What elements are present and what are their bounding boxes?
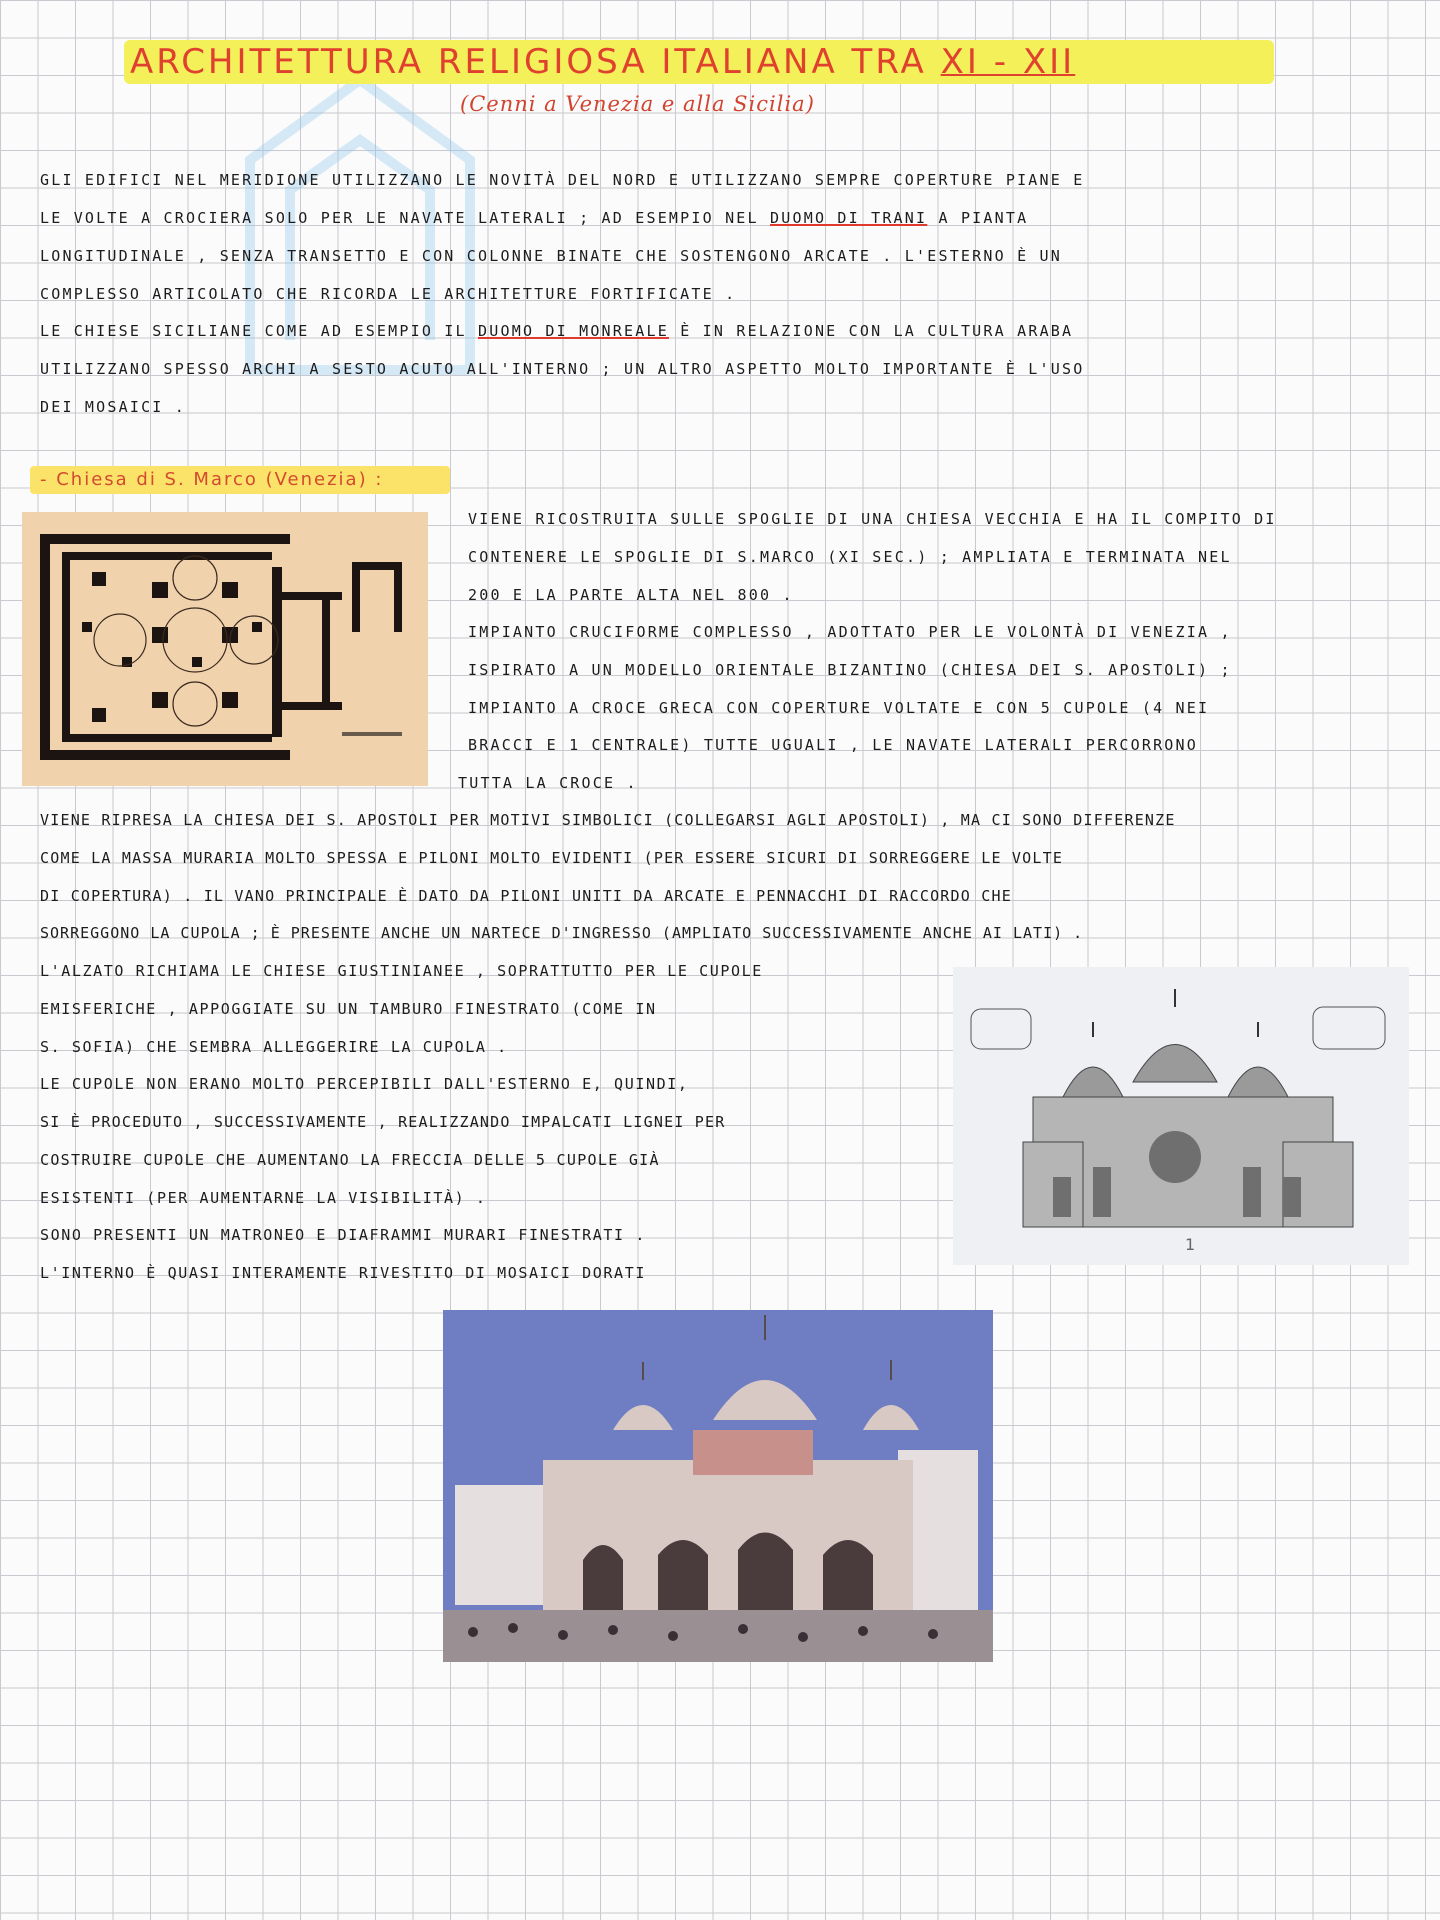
left-line-4: LE CUPOLE NON ERANO MOLTO PERCEPIBILI DALL'ESTERNO E, QUINDI, bbox=[40, 1075, 689, 1093]
full-line-2: COME LA MASSA MURARIA MOLTO SPESSA E PILONI MOLTO EVIDENTI (PER ESSERE SICURI DI SORREGGERE LE VOLTE bbox=[40, 849, 1064, 867]
monreale-after: È IN RELAZIONE CON LA CULTURA ARABA bbox=[680, 322, 1074, 340]
left-line-3: S. SOFIA) CHE SEMBRA ALLEGGERIRE LA CUPOLA . bbox=[40, 1038, 508, 1056]
right-line-5: ISPIRATO A UN MODELLO ORIENTALE BIZANTINO (CHIESA DEI S. APOSTOLI) ; bbox=[468, 661, 1232, 679]
floor-plan-image bbox=[22, 512, 428, 786]
intro-line-1: GLI EDIFICI NEL MERIDIONE UTILIZZANO LE NOVITÀ DEL NORD E UTILIZZANO SEMPRE COPERTURE PIANE E bbox=[40, 171, 1085, 189]
monreale-link: DUOMO DI MONREALE bbox=[478, 322, 669, 340]
basilica-facade-photo bbox=[443, 1310, 993, 1662]
intro-line-6: UTILIZZANO SPESSO ARCHI A SESTO ACUTO ALL'INTERNO ; UN ALTRO ASPETTO MOLTO IMPORTANTE È L'USO bbox=[40, 360, 1085, 378]
left-line-9: L'INTERNO È QUASI INTERAMENTE RIVESTITO DI MOSAICI DORATI bbox=[40, 1264, 646, 1282]
intro-line-5 bbox=[40, 321, 1073, 341]
intro-line-7: DEI MOSAICI . bbox=[40, 398, 186, 416]
left-line-8: SONO PRESENTI UN MATRONEO E DIAFRAMMI MURARI FINESTRATI . bbox=[40, 1226, 646, 1244]
left-line-2: EMISFERICHE , APPOGGIATE SU UN TAMBURO FINESTRATO (COME IN bbox=[40, 1000, 657, 1018]
intro-line-3: LONGITUDINALE , SENZA TRANSETTO E CON COLONNE BINATE CHE SOSTENGONO ARCATE . L'ESTERNO È UN bbox=[40, 247, 1062, 265]
full-line-4: SORREGGONO LA CUPOLA ; È PRESENTE ANCHE UN NARTECE D'INGRESSO (AMPLIATO SUCCESSIVAMENTE ANCHE AI LATI) . bbox=[40, 924, 1084, 942]
trani-after: A PIANTA bbox=[938, 209, 1029, 227]
title-centuries: XI - XII bbox=[940, 42, 1076, 82]
right-line-4: IMPIANTO CRUCIFORME COMPLESSO , ADOTTATO PER LE VOLONTÀ DI VENEZIA , bbox=[468, 623, 1232, 641]
left-line-6: COSTRUIRE CUPOLE CHE AUMENTANO LA FRECCIA DELLE 5 CUPOLE GIÀ bbox=[40, 1151, 660, 1169]
right-line-2: CONTENERE LE SPOGLIE DI S.MARCO (XI SEC.) ; AMPLIATA E TERMINATA NEL bbox=[468, 548, 1232, 566]
right-line-7: BRACCI E 1 CENTRALE) TUTTE UGUALI , LE NAVATE LATERALI PERCORRONO bbox=[468, 736, 1198, 754]
title-main: ARCHITETTURA RELIGIOSA ITALIANA TRA bbox=[130, 42, 927, 82]
left-line-5: SI È PROCEDUTO , SUCCESSIVAMENTE , REALIZZANDO IMPALCATI LIGNEI PER bbox=[40, 1113, 726, 1131]
right-line-1: VIENE RICOSTRUITA SULLE SPOGLIE DI UNA CHIESA VECCHIA E HA IL COMPITO DI bbox=[468, 510, 1277, 528]
section-title: - Chiesa di S. Marco (Venezia) : bbox=[40, 469, 384, 490]
left-line-7: ESISTENTI (PER AUMENTARNE LA VISIBILITÀ) . bbox=[40, 1189, 487, 1207]
full-line-3: DI COPERTURA) . IL VANO PRINCIPALE È DATO DA PILONI UNITI DA ARCATE E PENNACCHI DI RACCORDO CHE bbox=[40, 887, 1012, 905]
elevation-number: 1 bbox=[1185, 1235, 1196, 1254]
right-line-6: IMPIANTO A CROCE GRECA CON COPERTURE VOLTATE E CON 5 CUPOLE (4 NEI bbox=[468, 699, 1210, 717]
intro-line-2-text: LE VOLTE A CROCIERA SOLO PER LE NAVATE LATERALI ; AD ESEMPIO NEL bbox=[40, 209, 759, 227]
right-line-3: 200 E LA PARTE ALTA NEL 800 . bbox=[468, 586, 794, 604]
intro-line-2 bbox=[40, 208, 1028, 228]
page-subtitle: (Cenni a Venezia e alla Sicilia) bbox=[460, 92, 815, 116]
page-title bbox=[130, 40, 1075, 84]
trani-link: DUOMO DI TRANI bbox=[770, 209, 928, 227]
full-line-1: VIENE RIPRESA LA CHIESA DEI S. APOSTOLI PER MOTIVI SIMBOLICI (COLLEGARSI AGLI APOSTOLI) , MA CI SONO DIFFERENZE bbox=[40, 811, 1176, 829]
intro-line-4: COMPLESSO ARTICOLATO CHE RICORDA LE ARCHITETTURE FORTIFICATE . bbox=[40, 285, 737, 303]
intro-line-5-text: LE CHIESE SICILIANE COME AD ESEMPIO IL bbox=[40, 322, 467, 340]
right-line-8: TUTTA LA CROCE . bbox=[458, 774, 638, 792]
elevation-drawing-image bbox=[953, 967, 1409, 1265]
left-line-1: L'ALZATO RICHIAMA LE CHIESE GIUSTINIANEE , SOPRATTUTTO PER LE CUPOLE bbox=[40, 962, 763, 980]
